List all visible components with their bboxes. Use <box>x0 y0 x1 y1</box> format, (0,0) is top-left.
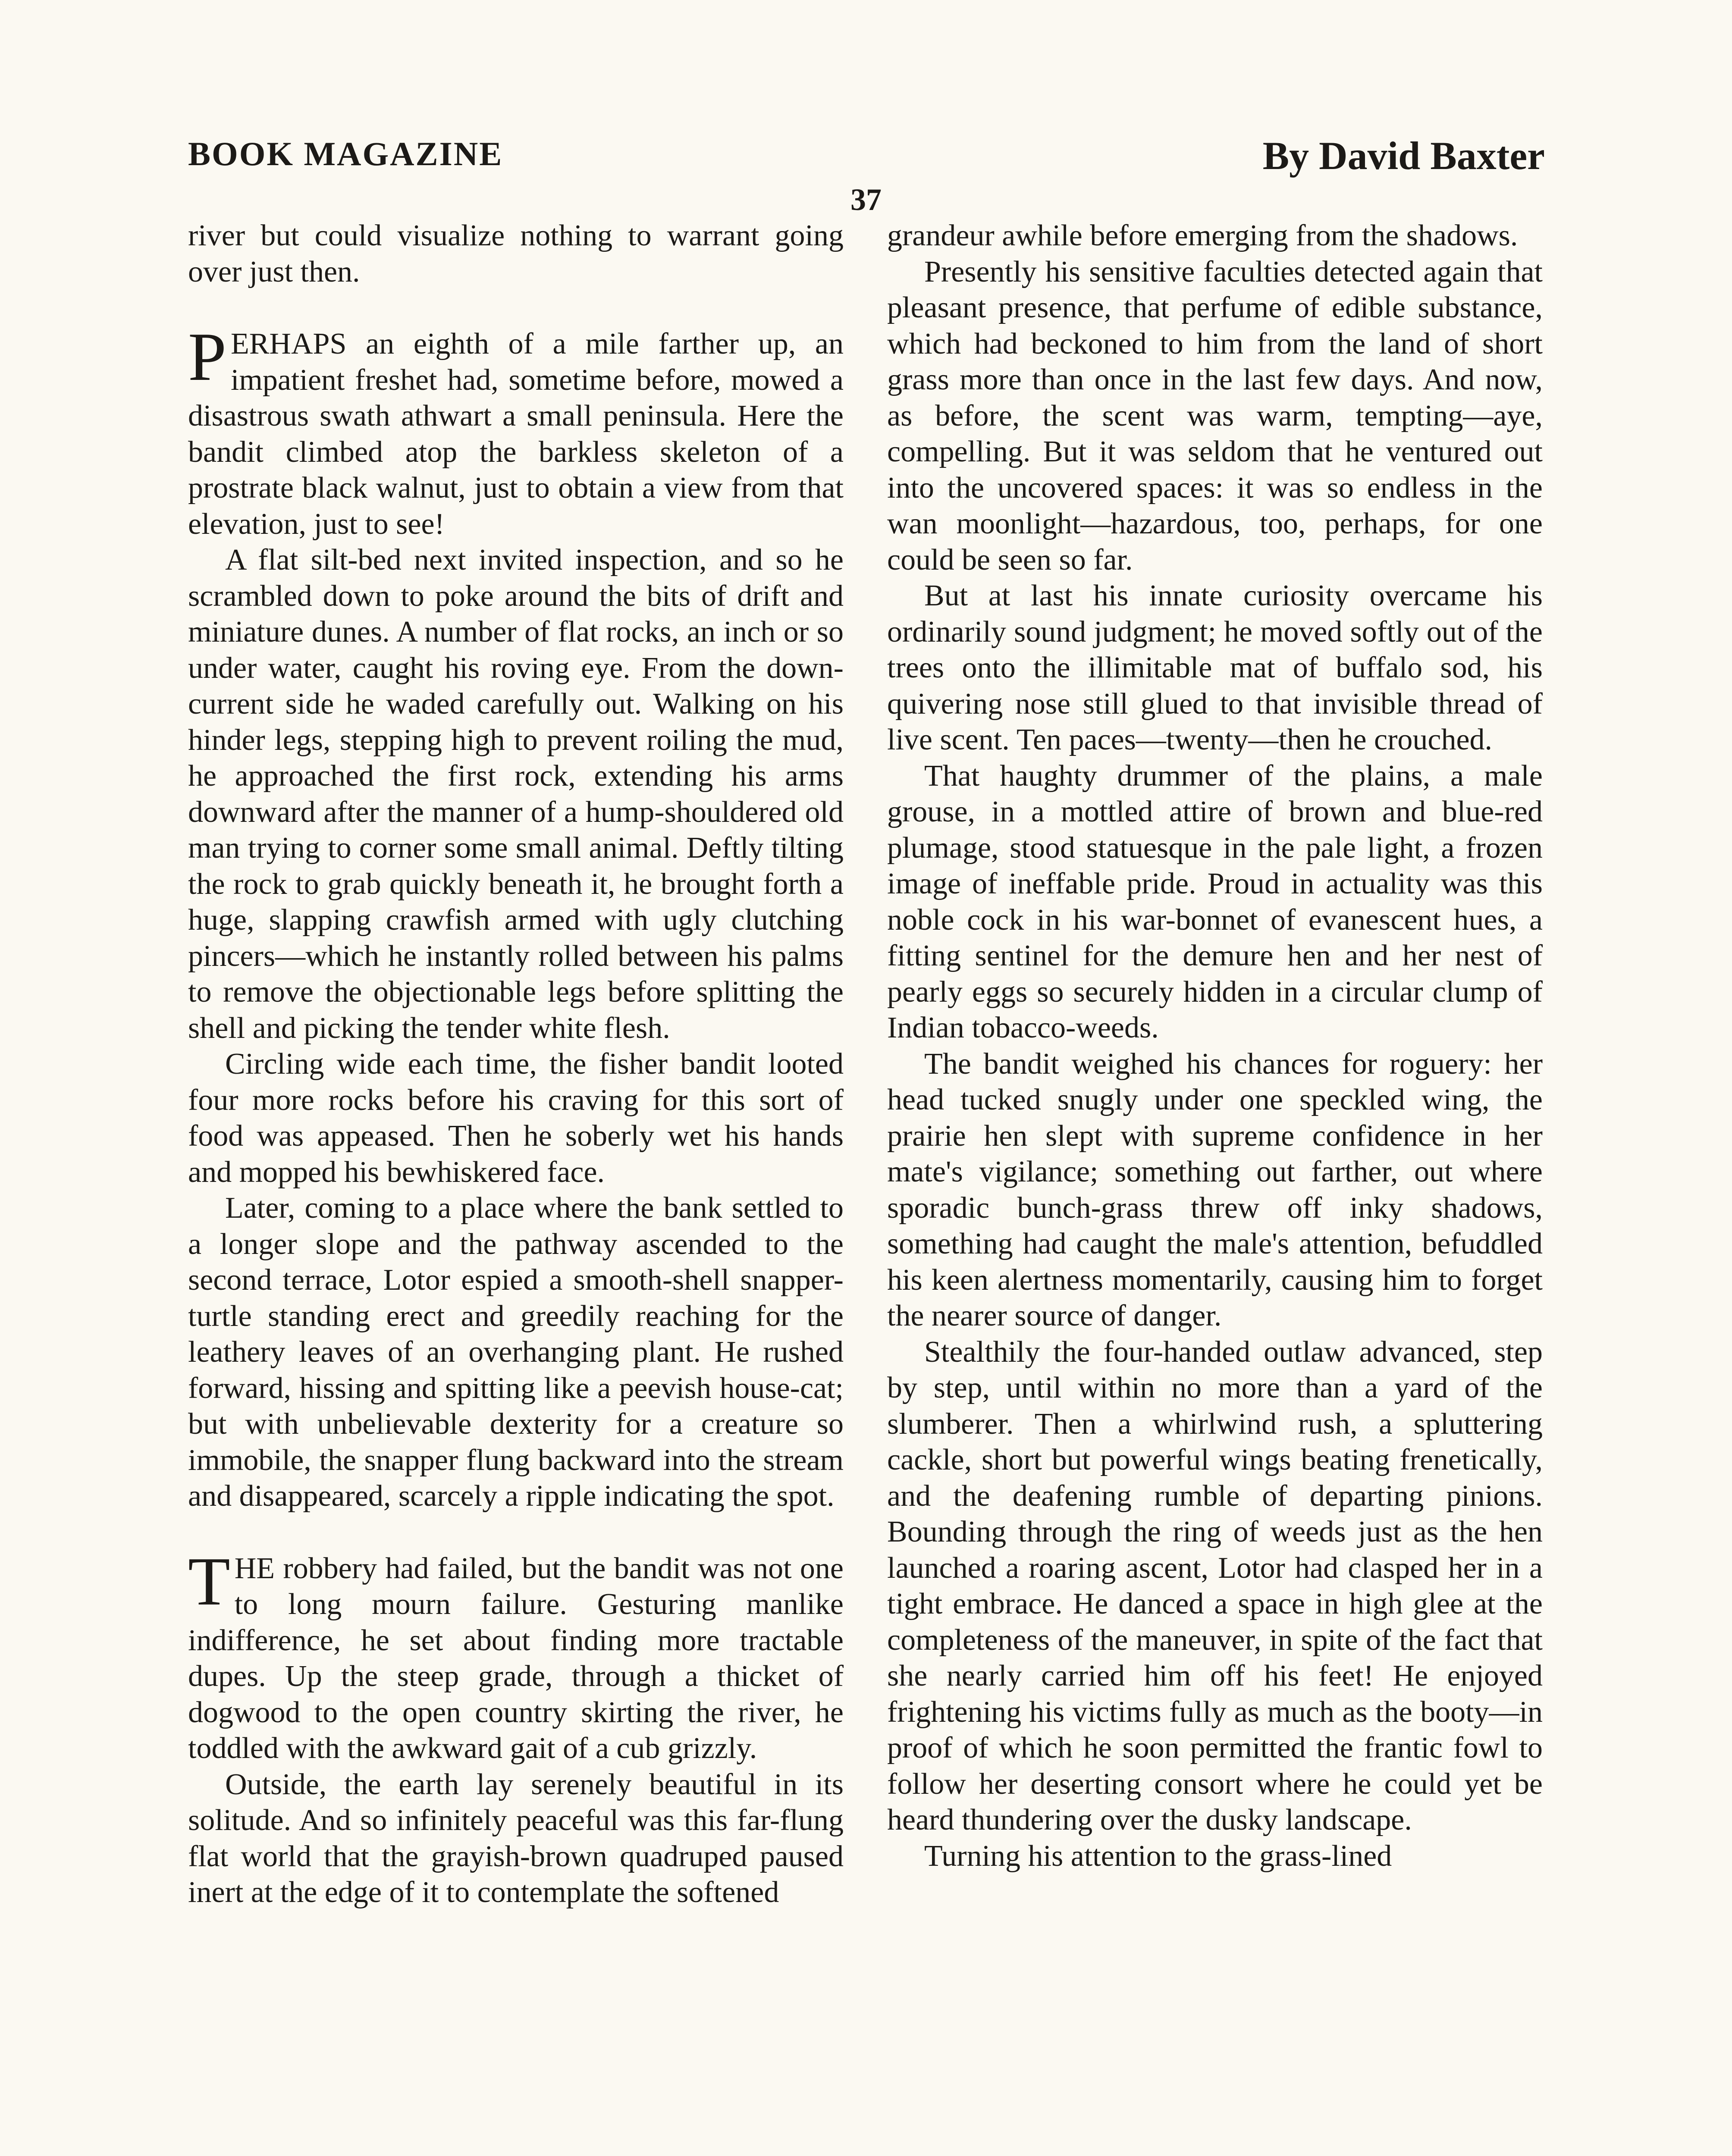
paragraph: Presently his sensitive faculties detected again that pleasant presence, that perfume of edible substance, which had beckoned to him from the land of short grass more than once in the last few days. And now, as before, the scent was warm, tempting—aye, compelling. But it was seldom that he ventured out into the uncovered spaces: it was so endless in the wan moonlight—hazardous, too, perhaps, for one could be seen so far. <box>887 255 1543 577</box>
drop-cap: P <box>188 318 226 395</box>
right-column <box>887 218 1543 1874</box>
paragraph: Stealthily the four-handed outlaw advanced, step by step, until within no more than a yard of the slumberer. Then a whirlwind rush, a spluttering cackle, short but powerful wings beating frenetically, and the deafening rumble of departing pinions. Bounding through the ring of weeds just as the hen launched a roaring ascent, Lotor had clasped her in a tight embrace. He danced a space in high glee at the completeness of the maneuver, in spite of the fact that she nearly carried him off his feet! He enjoyed frightening his victims fully as much as the booty—in proof of which he soon permitted the frantic fowl to follow her deserting consort where he could yet be heard thundering over the dusky landscape. <box>887 1335 1543 1836</box>
paragraph: That haughty drummer of the plains, a male grouse, in a mottled attire of brown and blue-red plumage, stood statuesque in the pale light, a frozen image of ineffable pride. Proud in actuality was this noble cock in his war-bonnet of evanescent hues, a fitting sentinel for the demure hen and her nest of pearly eggs so securely hidden in a circular clump of Indian tobacco-weeds. <box>887 759 1543 1044</box>
paragraph-text: HE robbery had failed, but the bandit was not one to long mourn failure. Gesturing manlike indifference, he set about finding more tractable dupes. Up the steep grade, through a thicket of dogwood to the open country skirting the river, he toddled with the awkward gait of a cub grizzly. <box>188 1551 844 1765</box>
page-number: 37 <box>850 182 882 217</box>
paragraph: Turning his attention to the grass-lined <box>924 1839 1392 1873</box>
paragraph: grandeur awhile before emerging from the shadows. <box>887 219 1518 252</box>
paragraph: But at last his innate curiosity overcame his ordinarily sound judgment; he moved softly out of the trees onto the illimitable mat of buffalo sod, his quivering nose still glued to that invisible thread of live scent. Ten paces—twenty—then he crouched. <box>887 579 1543 756</box>
paragraph: Outside, the earth lay serenely beautiful in its solitude. And so infinitely peaceful was this far-flung flat world that the grayish-brown quadruped paused inert at the edge of it to contemplate the softened <box>188 1767 844 1909</box>
drop-cap: T <box>188 1542 230 1620</box>
left-column <box>188 218 844 1911</box>
paragraph-text: ERHAPS an eighth of a mile farther up, an impatient freshet had, sometime before, mowed a disastrous swath athwart a small peninsula. Here the bandit climbed atop the barkless skeleton of a prostrate black walnut, just to obtain a view from that elevation, just to see! <box>188 327 844 541</box>
paragraph: Later, coming to a place where the bank settled to a longer slope and the pathway ascended to the second terrace, Lotor espied a smooth-shell snapper-turtle standing erect and greedily reaching for the leathery leaves of an overhanging plant. He rushed forward, hissing and spitting like a peevish house-cat; but with unbelievable dexterity for a creature so immobile, the snapper flung backward into the stream and disappeared, scarcely a ripple indicating the spot. <box>188 1191 844 1513</box>
paragraph: A flat silt-bed next invited inspection, and so he scrambled down to poke around the bits of drift and miniature dunes. A number of flat rocks, an inch or so under water, caught his roving eye. From the down-current side he waded carefully out. Walking on his hinder legs, stepping high to prevent roiling the mud, he approached the first rock, extending his arms downward after the manner of a hump-shouldered old man trying to corner some small animal. Deftly tilting the rock to grab quickly beneath it, he brought forth a huge, slapping crawfish armed with ugly clutching pincers—which he instantly rolled between his palms to remove the objectionable legs before splitting the shell and picking the tender white flesh. <box>188 543 844 1045</box>
paragraph: The bandit weighed his chances for roguery: her head tucked snugly under one speckled wing, the prairie hen slept with supreme confidence in her mate's vigilance; something out farther, out where sporadic bunch-grass threw off inky shadows, something had caught the male's attention, befuddled his keen alertness momentarily, causing him to forget the nearer source of danger. <box>887 1047 1543 1332</box>
section-paragraph <box>188 1542 844 1767</box>
magazine-title: BOOK MAGAZINE <box>188 135 503 172</box>
paragraph: Circling wide each time, the fisher bandit looted four more rocks before his craving for this sort of food was appeased. Then he soberly wet his hands and mopped his bewhiskered face. <box>188 1047 844 1189</box>
author-byline: By David Baxter <box>1262 134 1545 178</box>
paragraph: river but could visualize nothing to warrant going over just then. <box>188 219 844 288</box>
section-paragraph <box>188 318 844 542</box>
